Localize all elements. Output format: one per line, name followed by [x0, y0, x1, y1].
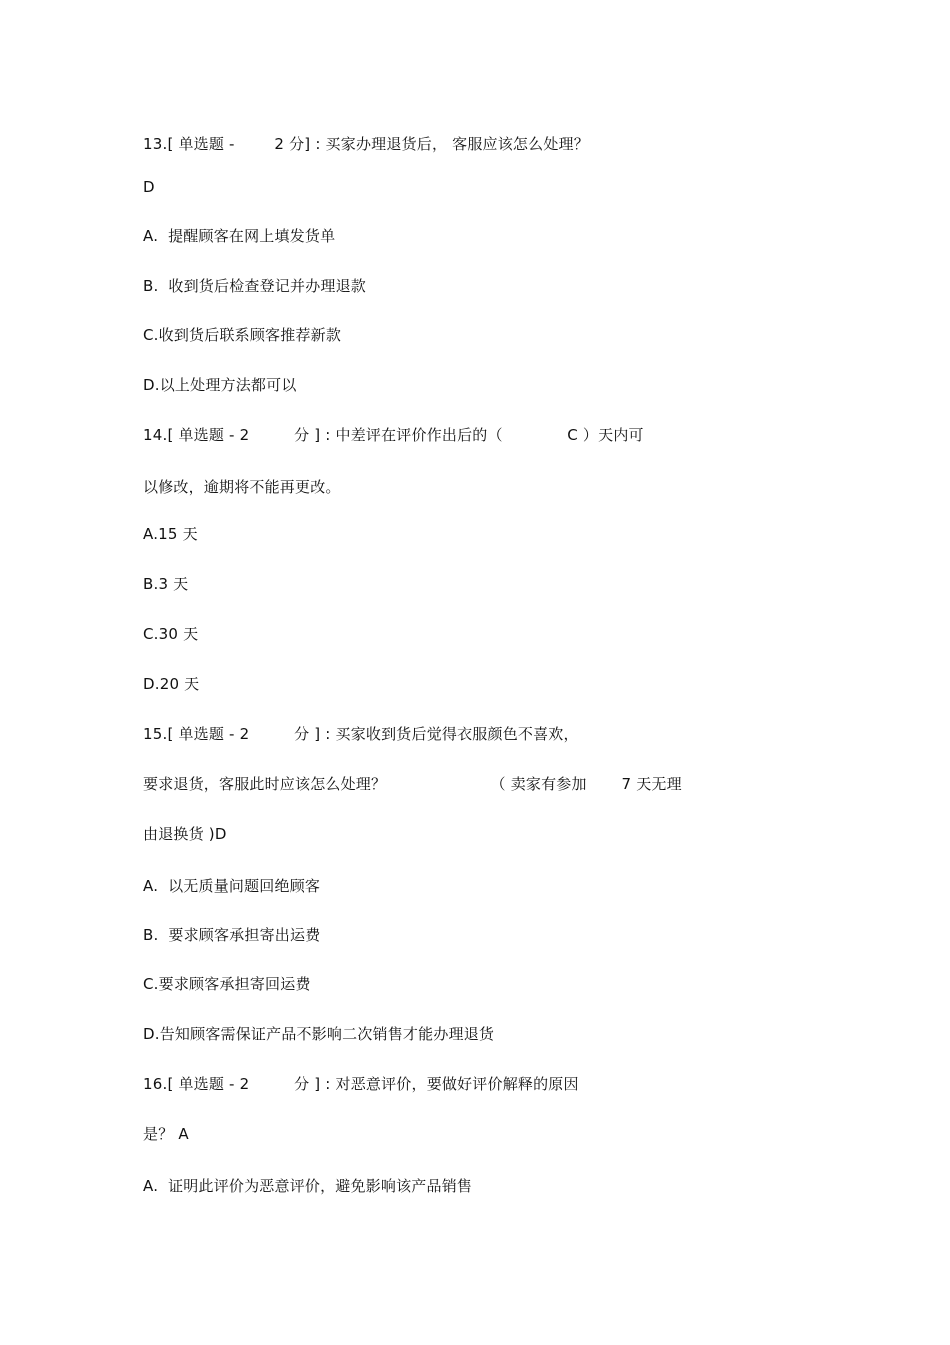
q15-option-a: A. 以无质量问题回绝顾客	[143, 877, 321, 895]
q14-option-d: D.20 天	[143, 675, 200, 693]
q14-header-continued: 以修改，逾期将不能再更改。	[143, 478, 341, 496]
q13-answer: D	[143, 178, 155, 196]
q15-header: 15.[ 单选题 - 2 分 ] : 买家收到货后觉得衣服颜色不喜欢，	[143, 725, 579, 743]
q16-option-a: A. 证明此评价为恶意评价，避免影响该产品销售	[143, 1177, 473, 1195]
q15-header-continued-1: 要求退货，客服此时应该怎么处理？ （ 卖家有参加 7 天无理	[143, 775, 682, 793]
q13-option-c: C.收到货后联系顾客推荐新款	[143, 326, 342, 344]
q13-option-d: D.以上处理方法都可以	[143, 376, 297, 394]
q15-option-d: D.告知顾客需保证产品不影响二次销售才能办理退货	[143, 1025, 495, 1043]
q14-header: 14.[ 单选题 - 2 分 ] : 中差评在评价作出后的（ C ）天内可	[143, 426, 644, 444]
q15-option-c: C.要求顾客承担寄回运费	[143, 975, 311, 993]
q13-header: 13.[ 单选题 - 2 分] : 买家办理退货后， 客服应该怎么处理？	[143, 135, 589, 153]
q14-option-a: A.15 天	[143, 525, 198, 543]
q16-header-continued: 是？ A	[143, 1125, 189, 1143]
q13-option-a: A. 提醒顾客在网上填发货单	[143, 227, 336, 245]
q13-option-b: B. 收到货后检查登记并办理退款	[143, 277, 366, 295]
q14-option-c: C.30 天	[143, 625, 199, 643]
q15-option-b: B. 要求顾客承担寄出运费	[143, 926, 321, 944]
q15-header-continued-2: 由退换货 )D	[143, 825, 227, 843]
q16-header: 16.[ 单选题 - 2 分 ] : 对恶意评价，要做好评价解释的原因	[143, 1075, 579, 1093]
q14-option-b: B.3 天	[143, 575, 189, 593]
